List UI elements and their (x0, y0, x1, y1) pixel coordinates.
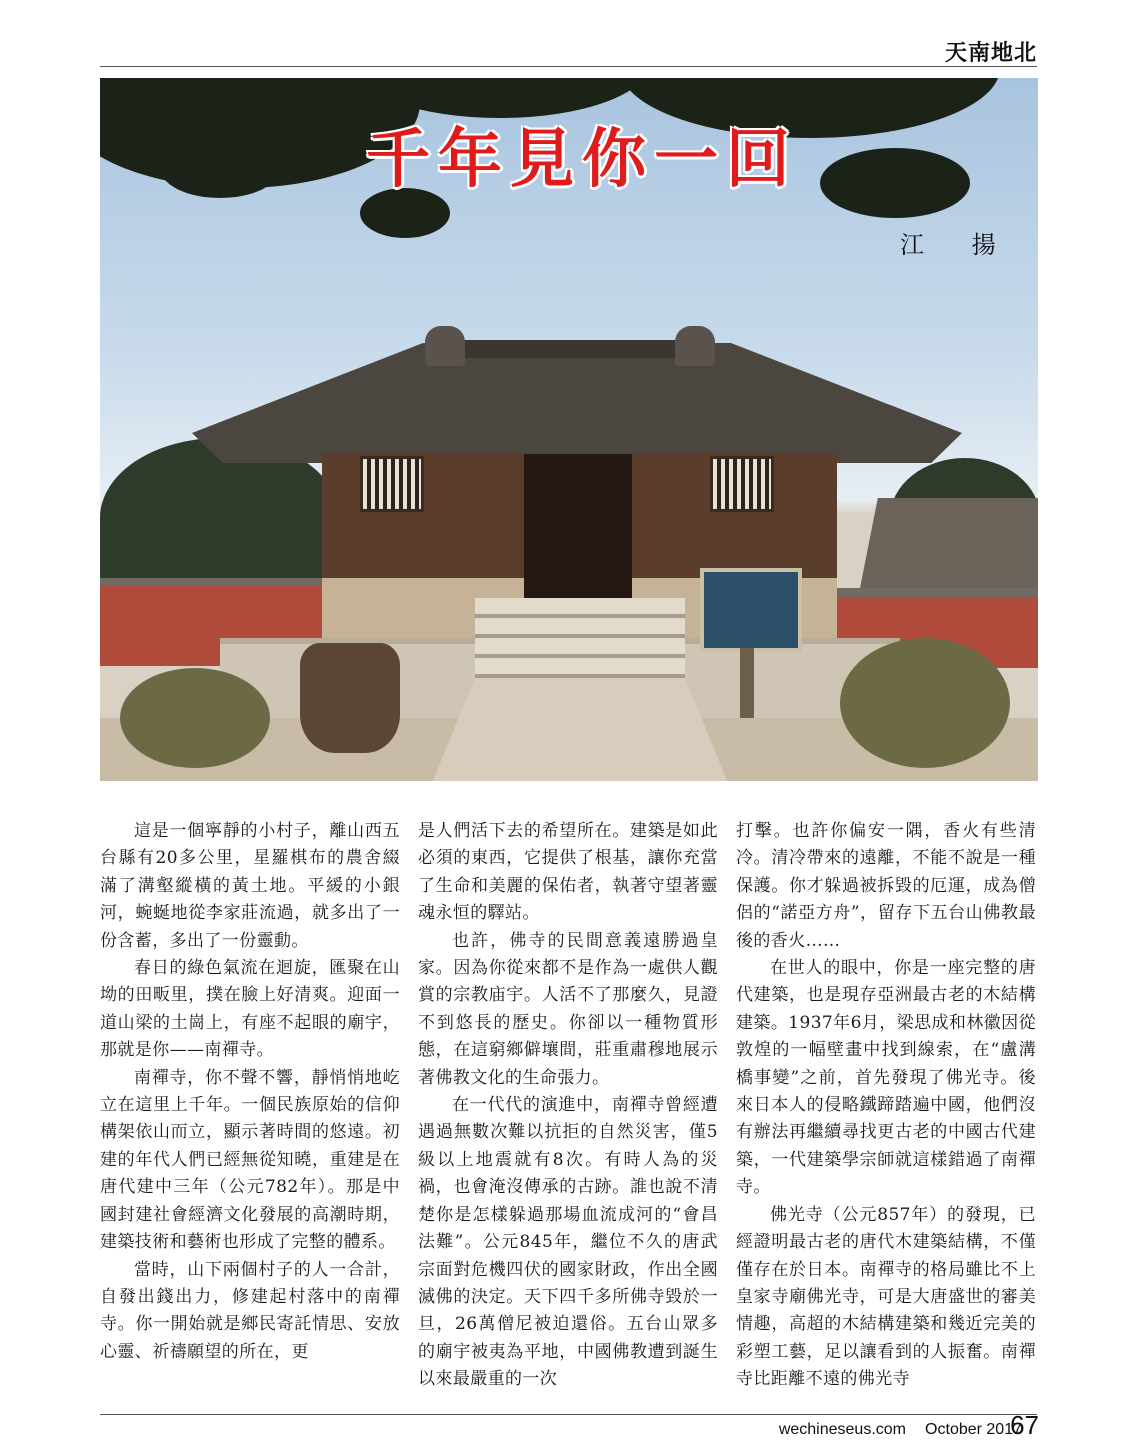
paragraph: 在一代代的演進中，南禪寺曾經遭遇過無數次難以抗拒的自然災害，僅5級以上地震就有8次。有時人為的災禍，也會淹沒傳承的古跡。誰也說不清楚你是怎樣躲過那場血流成河的“會昌法難”。公元845年，繼位不久的唐武宗面對危機四伏的國家財政，作出全國滅佛的決定。天下四千多所佛寺毀於一旦，26萬僧尼被迫還俗。五台山眾多的廟宇被夷為平地，中國佛教遭到誕生以來最嚴重的一次 (418, 1095, 718, 1390)
brick-path (430, 678, 730, 781)
text-column-2 (418, 818, 718, 1394)
info-sign (700, 568, 802, 652)
paragraph: 打擊。也許你偏安一隅，香火有些清冷。清冷帶來的遠離，不能不說是一種保護。你才躲過被拆毀的厄運，成為僧侶的“諾亞方舟”，留存下五台山佛教最後的香火…… (736, 821, 1036, 951)
top-divider (100, 66, 1037, 67)
shrub-left (120, 668, 270, 768)
paragraph: 這是一個寧靜的小村子，離山西五台縣有20多公里，星羅棋布的農舍綴滿了溝壑縱橫的黃土地。平緩的小銀河，蜿蜒地從李家莊流過，就多出了一份含蓄，多出了一份靈動。 (100, 821, 400, 951)
article-body (100, 818, 1038, 1394)
text-column-3 (736, 818, 1036, 1394)
article-title: 千年見你一回 (366, 122, 798, 197)
footer-issue-date: October 2017 (925, 1421, 1022, 1438)
lattice-window-left (360, 456, 424, 512)
hero-photo (100, 78, 1038, 781)
lattice-window-right (710, 456, 774, 512)
ridge-ornament-left (425, 326, 465, 366)
incense-urn (300, 643, 400, 753)
footer-website: wechineseus.com (778, 1421, 906, 1438)
paragraph: 春日的綠色氣流在迴旋，匯聚在山坳的田畈里，撲在臉上好清爽。迎面一道山梁的土崗上，有座不起眼的廟宇，那就是你——南禪寺。 (100, 958, 400, 1061)
pine-cluster (160, 138, 280, 198)
page-number: 67 (1010, 1410, 1039, 1440)
paragraph: 南禪寺，你不聲不響，靜悄悄地屹立在這里上千年。一個民族原始的信仰構架依山而立，顯示著時間的悠遠。初建的年代人們已經無從知曉，重建是在唐代建中三年（公元782年）。那是中國封建社會經濟文化發展的高潮時期，建築技術和藝術也形成了完整的體系。 (100, 1067, 400, 1253)
pine-cluster (820, 148, 970, 218)
roof-ridge (430, 340, 710, 358)
paragraph: 在世人的眼中，你是一座完整的唐代建築，也是現存亞洲最古老的木結構建築。1937年6月，梁思成和林徽因從敦煌的一幅壁畫中找到線索，在“盧溝橋事變”之前，首先發現了佛光寺。後來日本人的侵略鐵蹄踏遍中國，他們沒有辦法再繼續尋找更古老的中國古代建築，一代建築學宗師就這樣錯過了南禪寺。 (736, 958, 1036, 1198)
ridge-ornament-right (675, 326, 715, 366)
text-column-1 (100, 818, 400, 1394)
bottom-divider (100, 1414, 1037, 1415)
side-hall-roof (860, 498, 1038, 588)
paragraph: 是人們活下去的希望所在。建築是如此必須的東西，它提供了根基，讓你充當了生命和美麗的保佑者，執著守望著靈魂永恒的驛站。 (418, 821, 718, 924)
paragraph: 當時，山下兩個村子的人一合計，自發出錢出力，修建起村落中的南禪寺。你一開始就是鄉民寄託情思、安放心靈、祈禱願望的所在，更 (100, 1259, 400, 1362)
temple-roof (192, 343, 962, 463)
section-label: 天南地北 (944, 40, 1037, 66)
article-author: 江 揚 (900, 231, 1016, 259)
paragraph: 也許，佛寺的民間意義遠勝過皇家。因為你從來都不是作為一處供人觀賞的宗教庙宇。人活不了那麼久，見證不到悠長的歷史。你卻以一種物質形態，在這窮鄉僻壤間，莊重肅穆地展示著佛教文化的生命張力。 (418, 930, 718, 1088)
shrub-right (840, 638, 1010, 768)
paragraph: 佛光寺（公元857年）的發現，已經證明最古老的唐代木建築結構，不僅僅存在於日本。南禪寺的格局雖比不上皇家寺廟佛光寺，可是大唐盛世的審美情趣，高超的木結構建築和幾近完美的彩塑工藝，足以讓看到的人振奮。南禪寺比距離不遠的佛光寺 (736, 1204, 1036, 1390)
info-sign-post (740, 648, 754, 718)
